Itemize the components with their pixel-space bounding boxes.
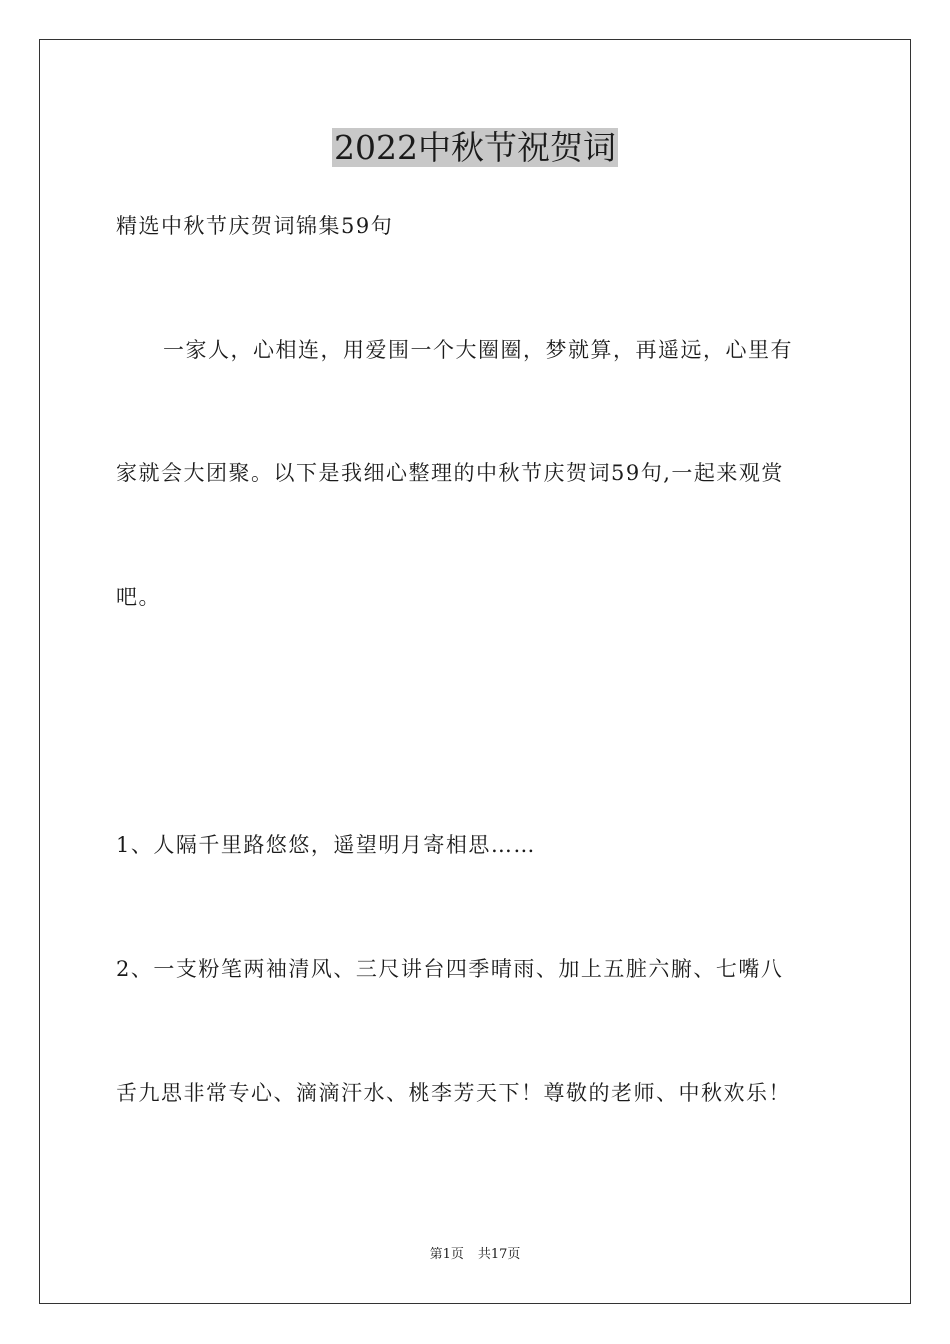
intro-line-3: 吧。 — [116, 585, 161, 609]
page-number-total: 共17页 — [477, 1247, 521, 1262]
page-footer — [0, 1246, 950, 1264]
document-subtitle: 精选中秋节庆贺词锦集59句 — [116, 214, 394, 238]
intro-line-1: 一家人，心相连，用爱围一个大圈圈，梦就算，再遥远，心里有 — [163, 338, 793, 362]
intro-line-2: 家就会大团聚。以下是我细心整理的中秋节庆贺词59句,一起来观赏 — [116, 461, 784, 485]
list-item-1: 1、人隔千里路悠悠，遥望明月寄相思…… — [116, 833, 536, 857]
list-item-2-line-1: 2、一支粉笔两袖清风、三尺讲台四季晴雨、加上五脏六腑、七嘴八 — [116, 957, 784, 981]
document-title: 2022中秋节祝贺词 — [334, 128, 616, 167]
document-title-container — [0, 126, 950, 170]
list-item-2-line-2: 舌九思非常专心、滴滴汗水、桃李芳天下！尊敬的老师、中秋欢乐！ — [116, 1081, 791, 1105]
page-number-current: 第1页 — [429, 1247, 464, 1262]
